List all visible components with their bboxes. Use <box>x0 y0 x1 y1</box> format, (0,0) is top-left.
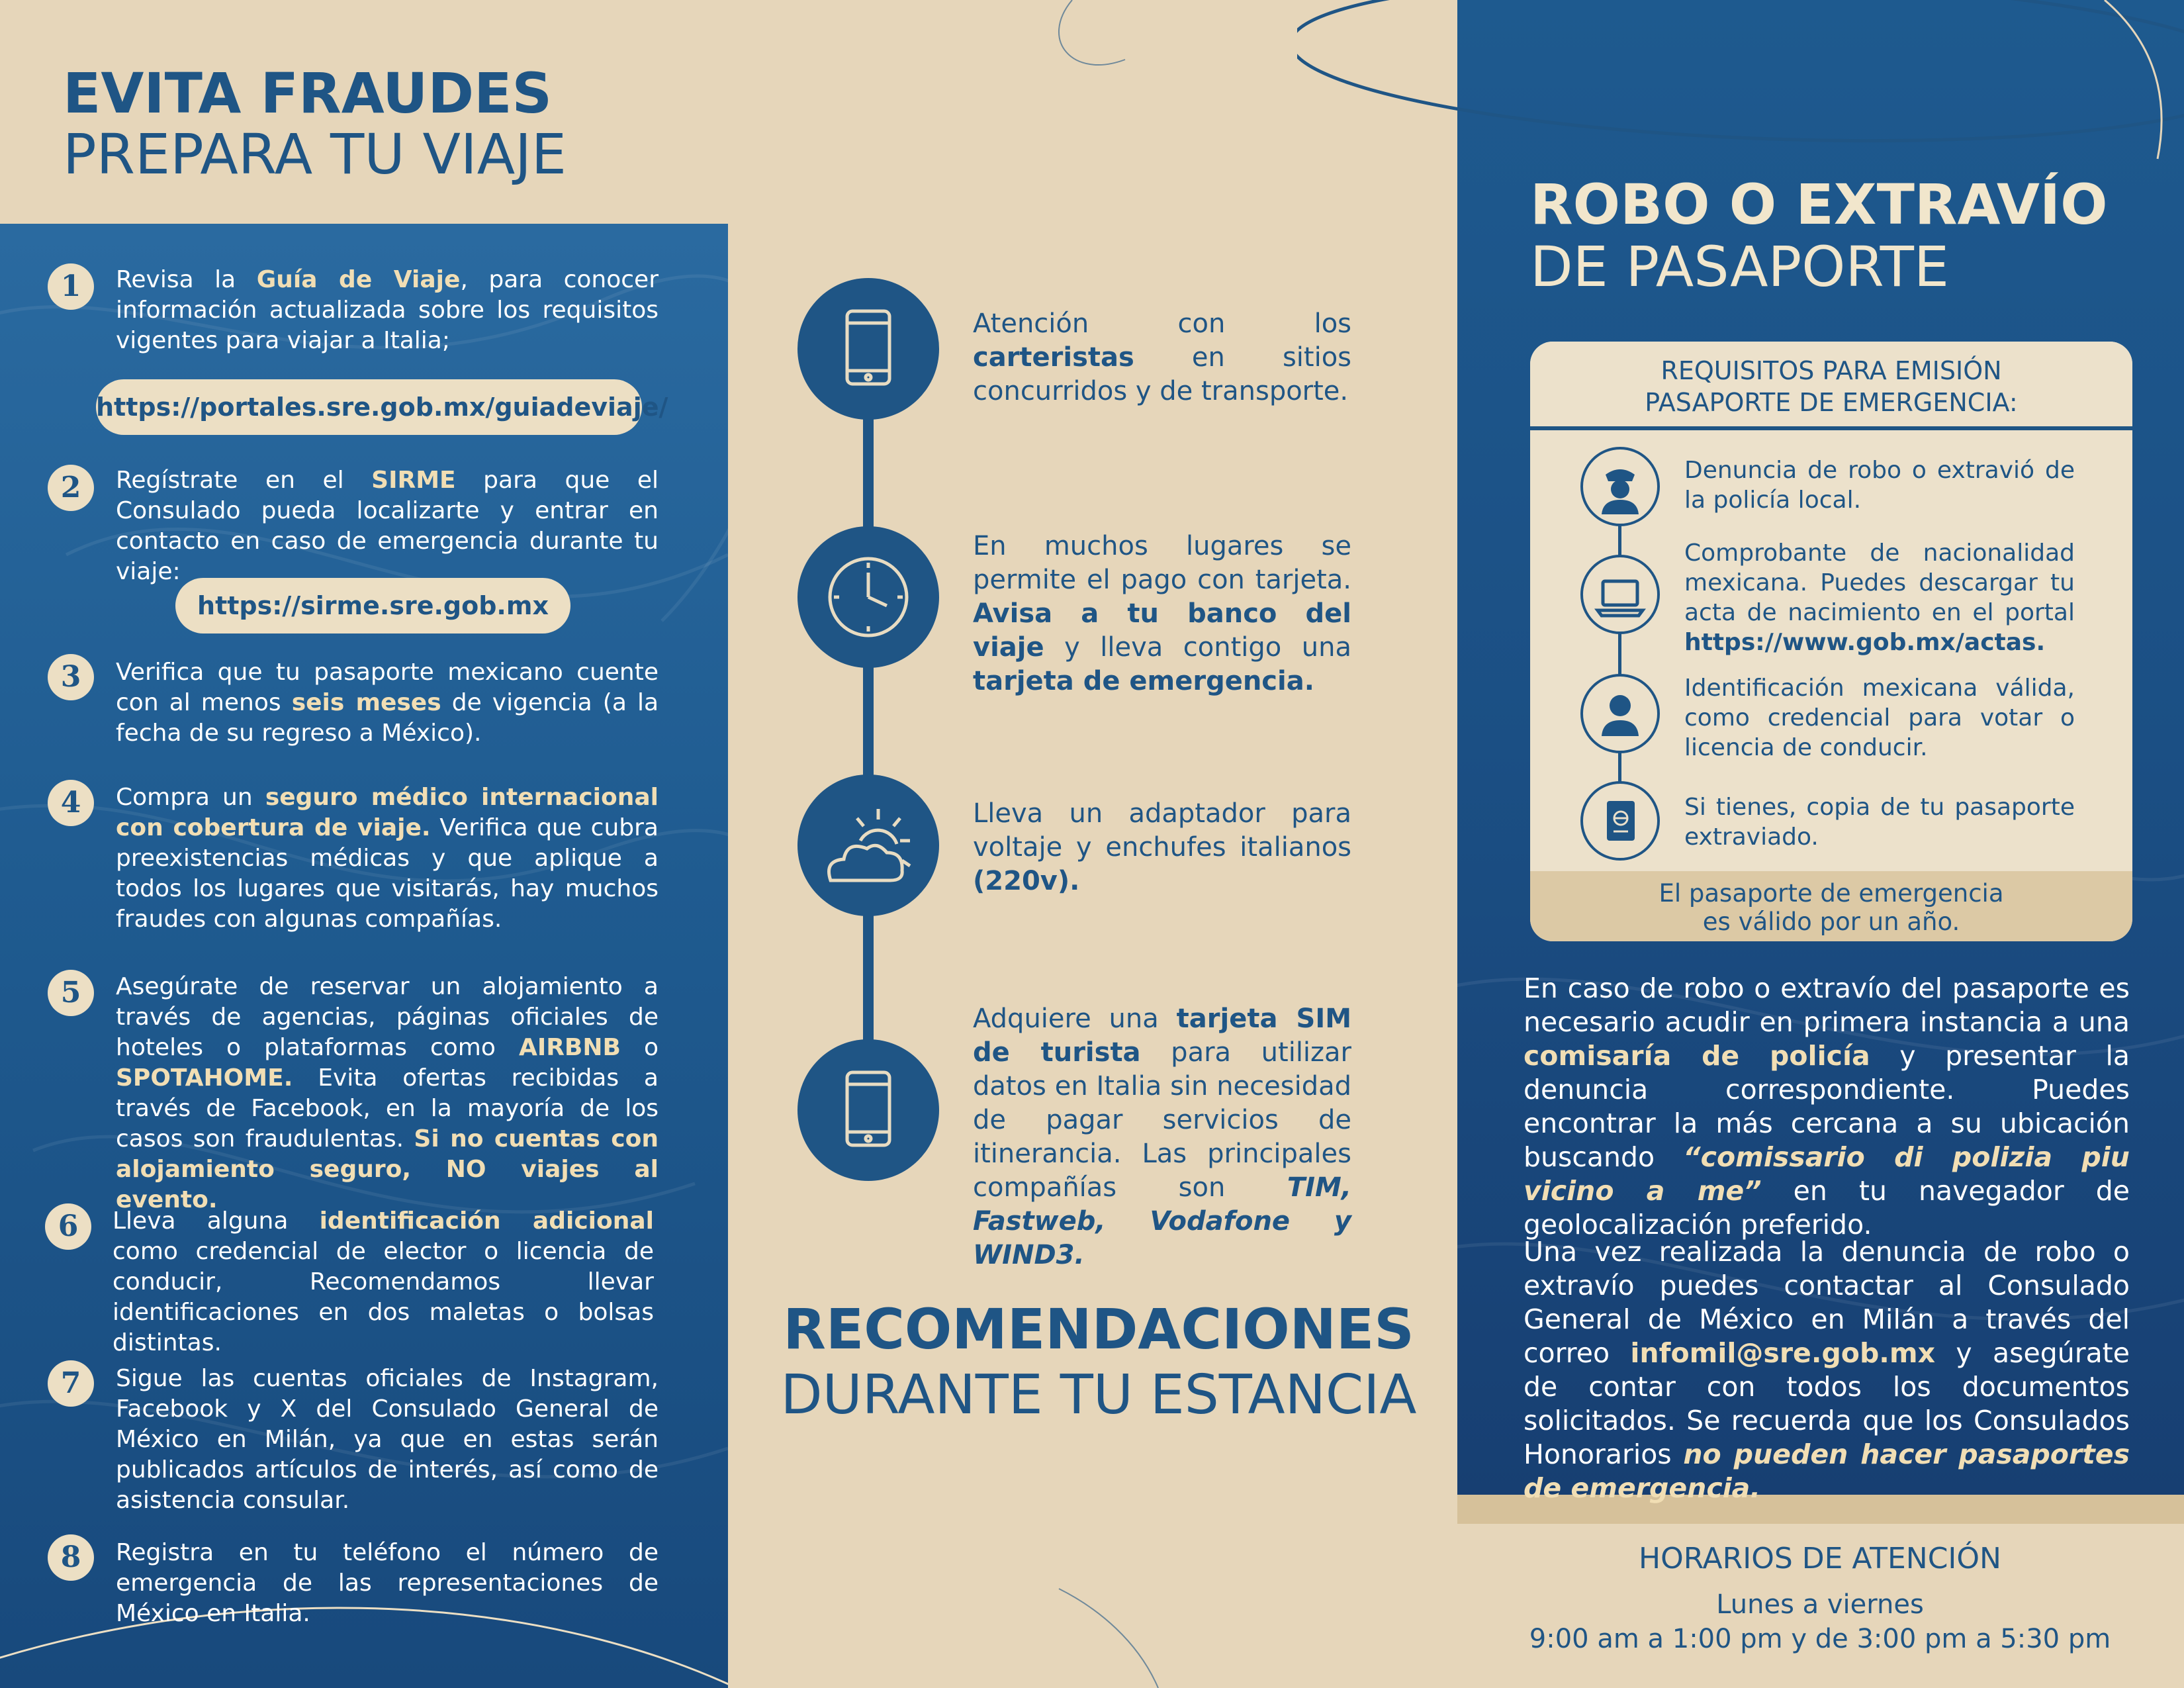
requirement-text-2: Comprobante de nacionalidad mexicana. Puedes descargar tu acta de nacimiento en el portal https://www.gob.mx/actas. <box>1684 539 2075 656</box>
tip-text-1: Atención con los carteristas en sitios concurridos y de transporte. <box>973 308 1351 406</box>
middle-title-bold: RECOMENDACIONES <box>783 1297 1414 1362</box>
requirement-icon-1 <box>1580 447 1660 526</box>
step-text-6: Lleva alguna identificación adicional como credencial de elector o licencia de conducir, Recomendamos llevar identificaciones en dos maletas o bolsas distintas. <box>113 1207 654 1356</box>
step-text-7: Sigue las cuentas oficiales de Instagram, Facebook y X del Consulado General de México en Milán, ya que en estas serán publicados artículos de interés, así como de asistencia consular. <box>116 1365 659 1514</box>
office-hours-days: Lunes a viernes <box>1716 1589 1924 1620</box>
step-number-2: 2 <box>48 465 94 511</box>
step-number-4: 4 <box>48 780 94 826</box>
smartphone-icon <box>797 278 939 420</box>
office-hours-time: 9:00 am a 1:00 pm y de 3:00 pm a 5:30 pm <box>1529 1624 2111 1654</box>
step-text-2: Regístrate en el SIRME para que el Consulado pueda localizarte y entrar en contacto en caso de emergencia durante tu viaje: <box>116 467 659 585</box>
tip-icon-4 <box>797 1039 939 1181</box>
guia-de-viaje-link[interactable]: https://portales.sre.gob.mx/guiadeviaje/ <box>96 379 642 435</box>
office-hours <box>1489 1540 2151 1656</box>
robo-paragraph-2: Una vez realizada la denuncia de robo o extravío puedes contactar al Consulado General de México en Milán a través del correo infomil@sre.gob.mx y asegúrate de contar con todos los documentos solicitados. Se recuerda que los Consulados Honorarios no pueden hacer pasaportes de emergencia. <box>1524 1236 2130 1504</box>
step-text-8: Registra en tu teléfono el número de emergencia de las representaciones de México en Italia. <box>116 1539 659 1627</box>
step-number-7: 7 <box>48 1360 94 1407</box>
sirme-link[interactable]: https://sirme.sre.gob.mx <box>175 578 570 633</box>
right-title-bold: ROBO O EXTRAVÍO <box>1530 172 2108 237</box>
step-number-6: 6 <box>45 1203 91 1250</box>
requirements-footer <box>1530 871 2132 941</box>
right-title <box>1530 173 2108 298</box>
step-text-5: Asegúrate de reservar un alojamiento a través de agencias, páginas oficiales de hoteles o plataformas como AIRBNB o SPOTAHOME. Evita ofertas recibidas a través de Facebook, en la mayoría de los casos son fraudulentas. Si no cuentas con alojamiento seguro, NO viajes al evento. <box>116 973 659 1213</box>
police-officer-icon <box>1583 449 1657 524</box>
robo-paragraph-1: En caso de robo o extravío del pasaporte es necesario acudir en primera instancia a una comisaría de policía y presentar la denuncia correspondiente. Puedes encontrar la más cercana a su ubicación buscando “comissario di polizia piu vicino a me” en tu navegador de geolocalización preferido. <box>1524 972 2130 1241</box>
consulate-email[interactable]: infomil@sre.gob.mx <box>1630 1337 1936 1369</box>
tip-icon-1 <box>797 278 939 420</box>
tip-icon-3 <box>797 774 939 916</box>
timeline-line <box>863 344 874 1112</box>
middle-title <box>768 1296 1430 1429</box>
requirements-footer-line-2: es válido por un año. <box>1702 908 1960 936</box>
smartphone-icon <box>797 1039 939 1181</box>
tip-text-3: Lleva un adaptador para voltaje y enchufes italianos (220v). <box>973 798 1351 896</box>
person-icon <box>1583 677 1657 751</box>
requirement-icon-4 <box>1580 781 1660 861</box>
left-title-bold: EVITA FRAUDES <box>63 61 552 126</box>
step-text-3: Verifica que tu pasaporte mexicano cuente con al menos seis meses de vigencia (a la fecha de su regreso a México). <box>116 659 659 747</box>
laptop-icon <box>1583 557 1657 632</box>
tip-icon-2 <box>797 526 939 668</box>
step-number-1: 1 <box>48 263 94 310</box>
right-title-light: DE PASAPORTE <box>1530 234 1949 299</box>
requirement-text-3: Identificación mexicana válida, como credencial para votar o licencia de conducir. <box>1684 675 2075 761</box>
tip-text-4: Adquiere una tarjeta SIM de turista para utilizar datos en Italia sin necesidad de pagar servicios de itinerancia. Las principales compañías son TIM, Fastweb, Vodafone y WIND3. <box>973 1004 1352 1270</box>
requirement-icon-2 <box>1580 555 1660 634</box>
step-number-5: 5 <box>48 970 94 1016</box>
tip-text-2: En muchos lugares se permite el pago con tarjeta. Avisa a tu banco del viaje y lleva contigo una tarjeta de emergencia. <box>973 531 1351 696</box>
requirement-text-4: Si tienes, copia de tu pasaporte extraviado. <box>1684 794 2075 851</box>
requirements-header <box>1530 342 2132 430</box>
requirements-footer-line-1: El pasaporte de emergencia <box>1659 879 2004 908</box>
requirement-text-1: Denuncia de robo o extravió de la policía local. <box>1684 457 2075 514</box>
step-number-8: 8 <box>48 1534 94 1581</box>
left-title-light: PREPARA TU VIAJE <box>63 122 567 187</box>
clock-icon <box>797 526 939 668</box>
requirements-header-line-2: PASAPORTE DE EMERGENCIA: <box>1645 388 2018 417</box>
requirements-header-line-1: REQUISITOS PARA EMISIÓN <box>1661 356 2002 385</box>
weather-icon <box>797 774 939 916</box>
requirement-icon-3 <box>1580 674 1660 753</box>
passport-icon <box>1583 784 1657 858</box>
step-number-3: 3 <box>48 654 94 700</box>
step-text-4: Compra un seguro médico internacional con cobertura de viaje. Verifica que cubra preexistencias médicas y que aplique a todos los lugares que visitarás, hay muchos fraudes con algunas compañías. <box>116 784 659 933</box>
left-title <box>63 63 567 185</box>
office-hours-title: HORARIOS DE ATENCIÓN <box>1639 1542 2001 1575</box>
middle-title-light: DURANTE TU ESTANCIA <box>780 1364 1417 1427</box>
step-text-1: Revisa la Guía de Viaje, para conocer información actualizada sobre los requisitos vigentes para viajar a Italia; <box>116 266 659 354</box>
